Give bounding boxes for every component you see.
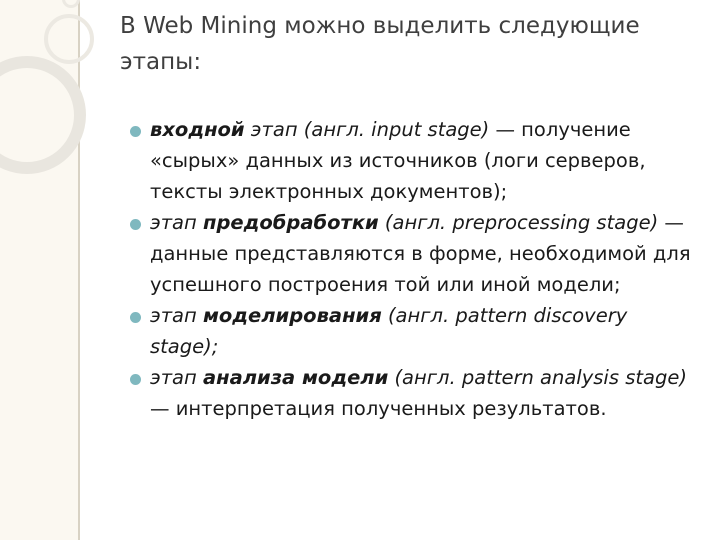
bullet-term: моделирования — [202, 304, 382, 327]
bullet-dot-icon — [130, 374, 141, 385]
bullet-description: — данные представляются в форме, необходимой для успешного построения той или иной модели; — [150, 211, 691, 296]
bullet-english-term: этап (англ. input stage) — [244, 118, 490, 141]
bullet-term: входной — [150, 118, 245, 141]
bullet-dot-icon — [130, 312, 141, 323]
bullet-prefix: этап — [150, 211, 203, 234]
bullet-item-input-stage — [130, 114, 700, 207]
bullet-prefix: этап — [150, 366, 203, 389]
decorative-circle-small — [44, 14, 94, 64]
bullet-description: — интерпретация полученных результатов. — [150, 397, 607, 420]
bullet-english-term: (англ. preprocessing stage) — [378, 211, 659, 234]
bullet-term: предобработки — [202, 211, 379, 234]
bullet-item-model-analysis — [130, 362, 700, 424]
decorative-divider-line — [78, 0, 80, 540]
bullet-term: анализа модели — [202, 366, 389, 389]
bullet-description: — получение «сырых» данных из источников (логи серверов, тексты электронных документов); — [150, 118, 646, 203]
bullet-item-modeling — [130, 300, 700, 362]
bullet-english-term: (англ. pattern discovery stage); — [150, 304, 628, 358]
bullet-dot-icon — [130, 126, 141, 137]
bullet-item-preprocessing — [130, 207, 700, 300]
bullet-dot-icon — [130, 219, 141, 230]
bullet-english-term: (англ. pattern analysis stage) — [388, 366, 687, 389]
slide-title: В Web Mining можно выделить следующие этапы: — [120, 13, 640, 75]
bullet-list — [130, 114, 700, 424]
bullet-prefix: этап — [150, 304, 203, 327]
